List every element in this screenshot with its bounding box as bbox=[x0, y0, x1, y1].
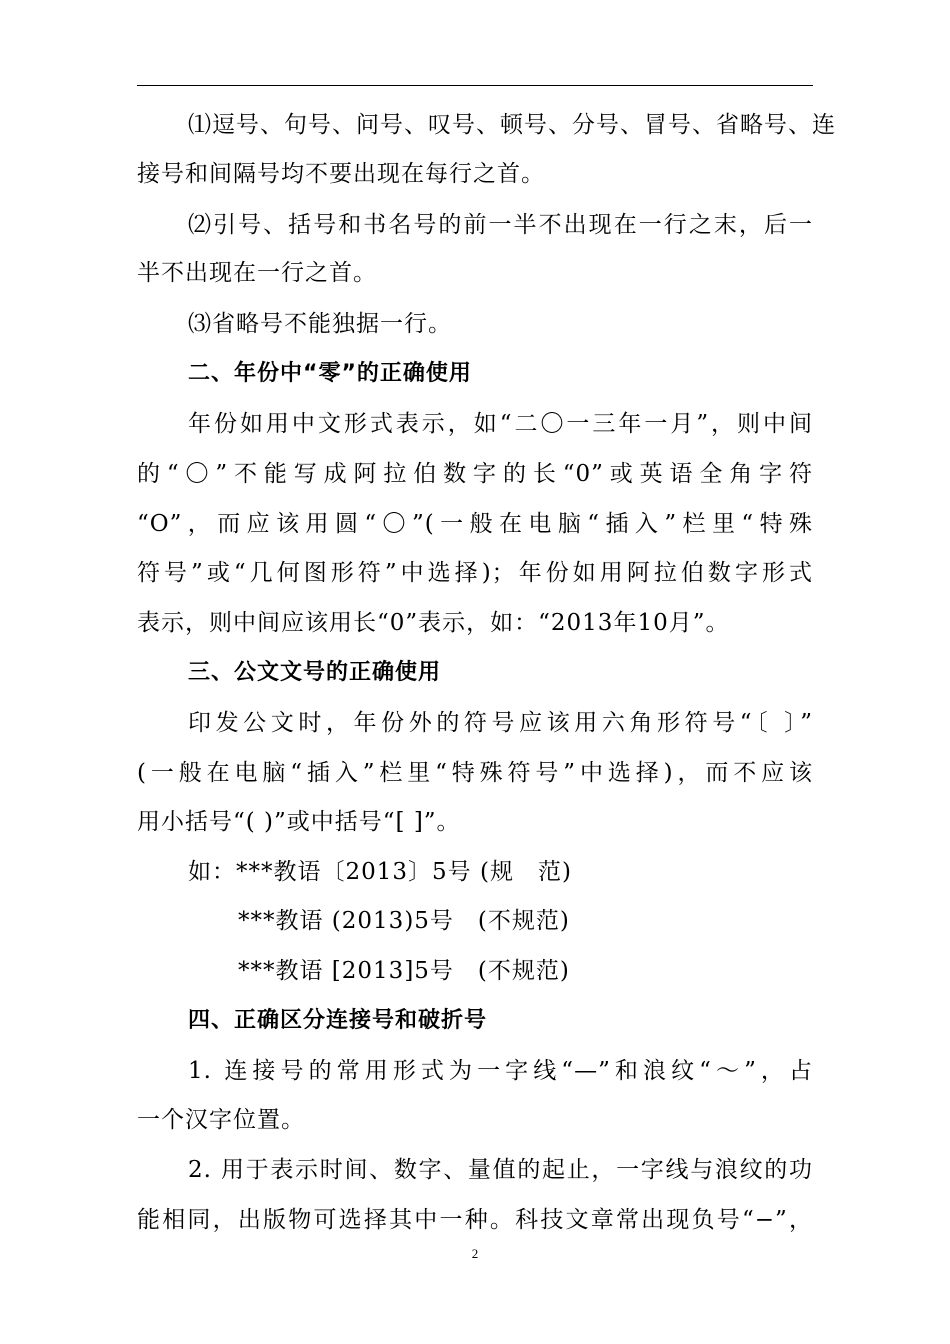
text-line: 表示，则中间应该用长“0”表示，如：“2013年10月”。 bbox=[137, 610, 730, 636]
text-line: 能相同，出版物可选择其中一种。科技文章常出现负号“−”， bbox=[137, 1207, 813, 1233]
text-line: ⑵引号、括号和书名号的前一半不出现在一行之末，后一 bbox=[188, 212, 813, 238]
section-heading: 四、正确区分连接号和破折号 bbox=[188, 1008, 488, 1033]
text-line: 符号”或“几何图形符”中选择)；年份如用阿拉伯数字形式 bbox=[137, 560, 813, 586]
example-line: 如：***教语〔2013〕5号 (规 范) bbox=[188, 859, 572, 885]
example-line: ***教语 (2013)5号 (不规范) bbox=[238, 908, 570, 934]
example-line: ***教语 [2013]5号 (不规范) bbox=[238, 958, 570, 984]
text-line: 2. 用于表示时间、数字、量值的起止，一字线与浪纹的功 bbox=[188, 1157, 813, 1183]
section-heading: 二、年份中“零”的正确使用 bbox=[188, 361, 472, 386]
text-line: ⑴逗号、句号、问号、叹号、顿号、分号、冒号、省略号、连 bbox=[188, 112, 836, 138]
text-line: 半不出现在一行之首。 bbox=[137, 260, 377, 286]
header-rule bbox=[137, 85, 813, 86]
text-line: 年份如用中文形式表示，如“二〇一三年一月”，则中间 bbox=[188, 411, 813, 437]
text-line: “O”，而应该用圆“〇”(一般在电脑“插入”栏里“特殊 bbox=[137, 511, 813, 537]
page-number: 2 bbox=[471, 1246, 479, 1261]
text-line: 印发公文时，年份外的符号应该用六角形符号“〔 〕” bbox=[188, 710, 813, 736]
text-line: 1. 连接号的常用形式为一字线“—”和浪纹“～”，占 bbox=[188, 1058, 813, 1084]
text-line: ⑶省略号不能独据一行。 bbox=[188, 311, 452, 337]
text-line: 接号和间隔号均不要出现在每行之首。 bbox=[137, 161, 545, 187]
section-heading: 三、公文文号的正确使用 bbox=[188, 660, 442, 685]
text-line: 一个汉字位置。 bbox=[137, 1107, 305, 1133]
text-line: 用小括号“( )”或中括号“[ ]”。 bbox=[137, 809, 461, 835]
text-line: 的“〇”不能写成阿拉伯数字的长“0”或英语全角字符 bbox=[137, 461, 813, 487]
text-line: (一般在电脑“插入”栏里“特殊符号”中选择)，而不应该 bbox=[137, 760, 813, 786]
